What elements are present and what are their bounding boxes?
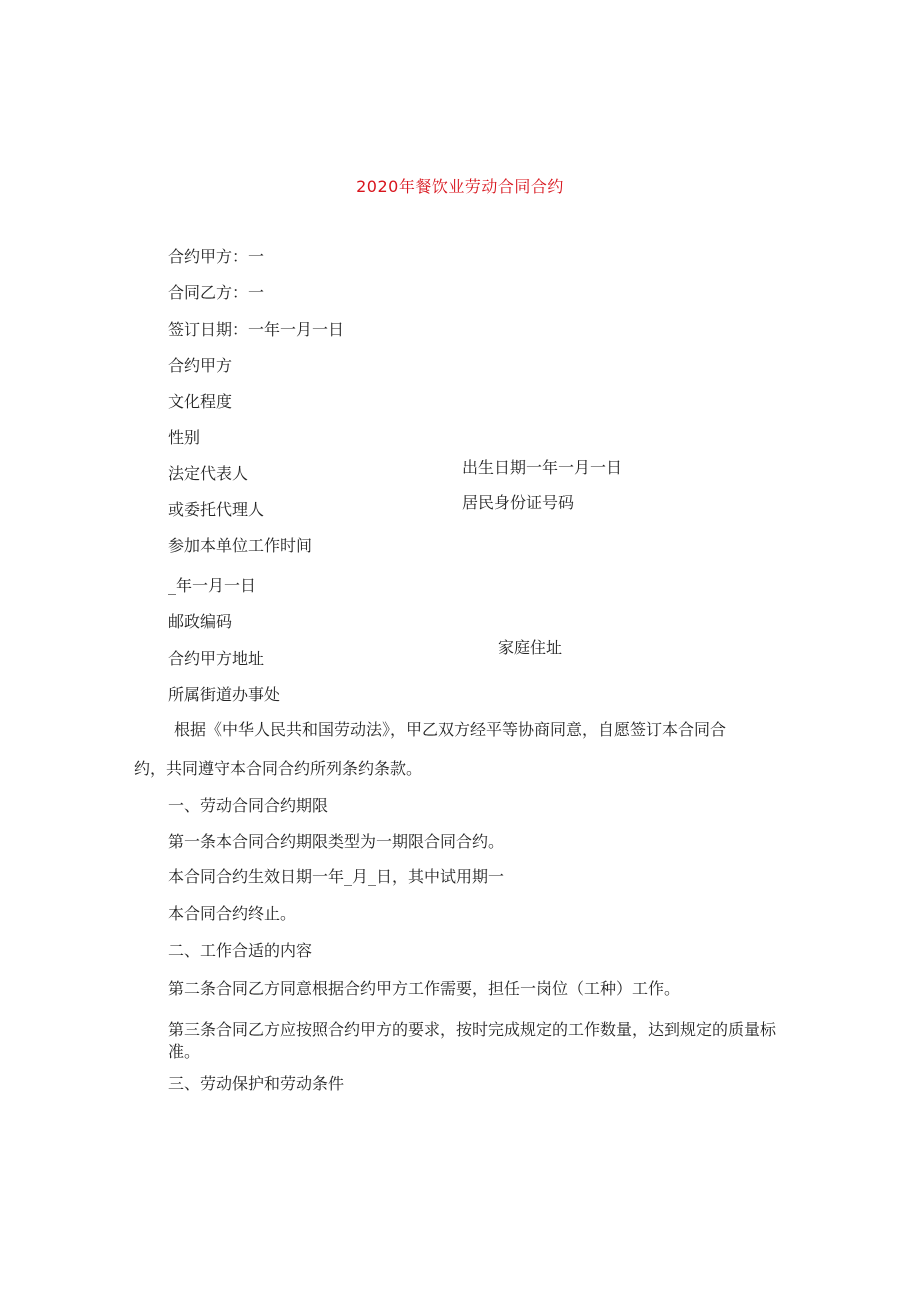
intro-paragraph-line2: 约，共同遵守本合同合约所列条约条款。 — [134, 759, 423, 778]
section-heading-1: 一、劳动合同合约期限 — [168, 796, 329, 815]
party-a-line: 合约甲方：一 — [168, 247, 265, 266]
party-a-address-label: 合约甲方地址 — [168, 649, 265, 668]
article-3: 第三条合同乙方应按照合约甲方的要求，按时完成规定的工作数量，达到规定的质量标准。 — [168, 1020, 777, 1061]
join-time-label: 参加本单位工作时间 — [168, 536, 313, 555]
intro-paragraph-line1: 根据《中华人民共和国劳动法》，甲乙双方经平等协商同意，自愿签订本合同合 — [174, 720, 727, 739]
join-date-line: _年一月一日 — [168, 576, 257, 595]
agent-label: 或委托代理人 — [168, 500, 265, 519]
section-heading-3: 三、劳动保护和劳动条件 — [168, 1074, 345, 1093]
id-number-label: 居民身份证号码 — [462, 493, 575, 512]
section-heading-2: 二、工作合适的内容 — [168, 941, 313, 960]
party-a-label: 合约甲方 — [168, 356, 233, 375]
education-label: 文化程度 — [168, 392, 233, 411]
street-office-label: 所属街道办事处 — [168, 685, 281, 704]
article-1: 第一条本合同合约期限类型为一期限合同合约。 — [168, 832, 505, 851]
legal-rep-label: 法定代表人 — [168, 464, 249, 483]
home-address-label: 家庭住址 — [498, 638, 563, 657]
postal-code-label: 邮政编码 — [168, 612, 233, 631]
gender-label: 性别 — [168, 428, 201, 447]
birth-date-label: 出生日期一年一月一日 — [462, 458, 623, 477]
article-1-termination: 本合同合约终止。 — [168, 904, 297, 923]
article-2: 第二条合同乙方同意根据合约甲方工作需要，担任一岗位（工种）工作。 — [168, 979, 681, 998]
article-1-effective-date: 本合同合约生效日期一年_月_日，其中试用期一 — [168, 867, 505, 886]
document-title: 2020年餐饮业劳动合同合约 — [356, 177, 564, 196]
sign-date-line: 签订日期：一年一月一日 — [168, 320, 345, 339]
party-b-line: 合同乙方：一 — [168, 283, 265, 302]
